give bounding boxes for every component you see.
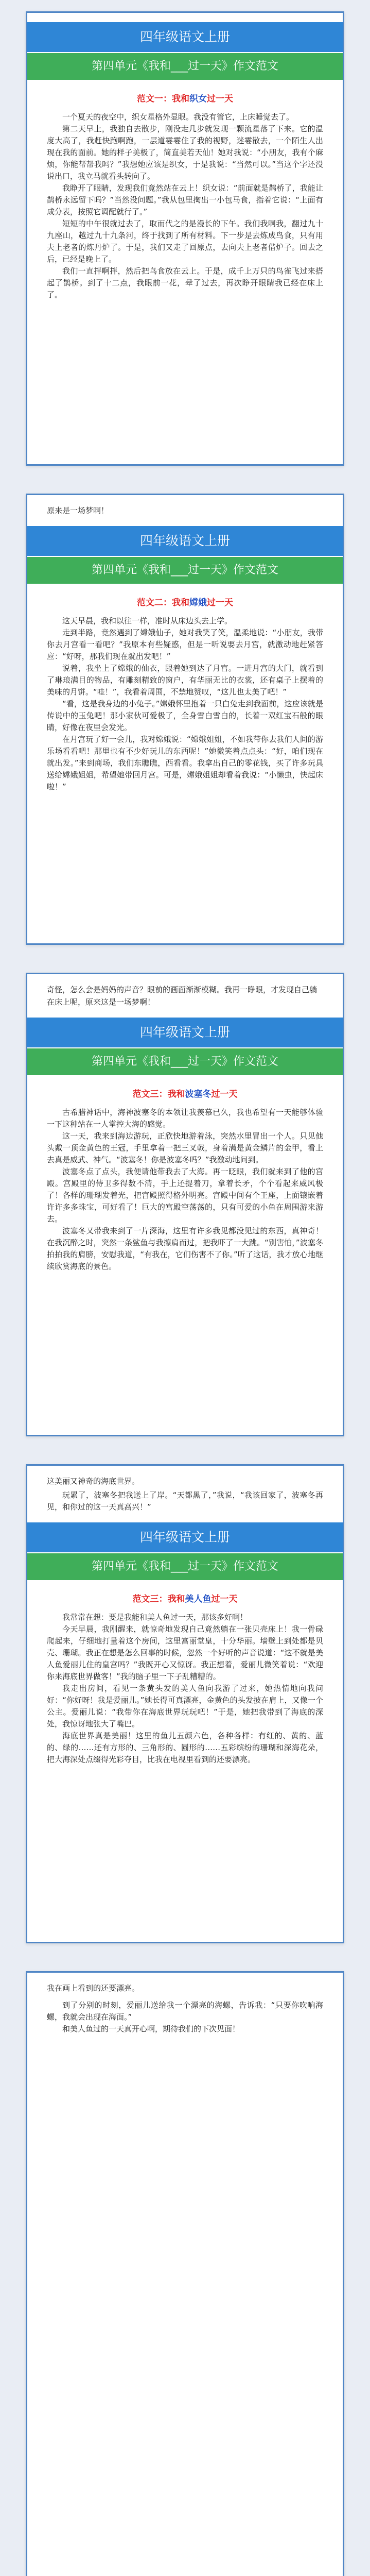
essay-paragraph: 说着，我坐上了嫦娥的仙衣，跟着她到达了月宫。一进月宫的大门，就看到了琳琅满目的物品，有雕刻精致的窗户，有华丽无比的衣裳，还有桌子上摆着的美味的月饼。“哇！”，我看着周围，不禁地赞叹，“这儿也太美了吧！” <box>47 664 323 697</box>
essay-paragraph: 波塞冬点了点头，我便请他带我去了大海。再一眨眼，我们就来到了他的宫殿。宫殿里的侍卫多得数不清，手上还提着刀，拿着长矛，个个看起来威风极了！各样的珊瑚发着光，把宫殿照得格外明亮。宫殿中间有个王座，上面镶嵌着许许多多珠宝，可好看了！巨大的宫殿空荡荡的，只有可爱的小鱼在周围游来游去。 <box>47 1167 323 1224</box>
unit-banner: 第四单元《我和___过一天》作文范文 <box>27 1047 343 1075</box>
unit-banner: 第四单元《我和___过一天》作文范文 <box>27 556 343 584</box>
essay-title <box>47 91 323 104</box>
essay-title-prefix: 范文三：我和 <box>132 1594 185 1604</box>
carryover-text: 原来是一场梦啊！ <box>47 506 109 515</box>
essay-paragraph: 古希腊神话中，海神波塞冬的本领让我羡慕已久，我也希望有一天能够体验一下这种站在一人掌控大海的感觉。 <box>47 1108 323 1129</box>
carryover-text: 我在画上看到的还要漂亮。 <box>47 1984 140 1993</box>
unit-banner: 第四单元《我和___过一天》作文范文 <box>27 1552 343 1580</box>
unit-banner: 第四单元《我和___过一天》作文范文 <box>27 52 343 80</box>
essay-paragraph: 我睁开了眼睛，发现我们竟然站在云上！织女说：“前面就是鹊桥了，我能让鹊桥永远留下吗？”当然没问题。”我从包里掏出一小包马食，指着它说：“上面有成分表，按照它调配就行了。” <box>47 183 323 216</box>
essay-title <box>47 1591 323 1604</box>
essay-paragraph: 和美人鱼过的一天真开心啊，期待我们的下次见面！ <box>62 2024 240 2033</box>
essay-paragraph: “看，这是我身边的小兔子。”嫦娥怀里抱着一只白兔走到我面前，这应该就是传说中的玉兔吧！那小家伙可爱极了，全身雪白雪白的，长着一双红宝石般的眼睛，好像在夜里会发光。 <box>47 699 323 732</box>
document-page-4 <box>26 1464 344 1943</box>
essay-title-prefix: 范文一：我和 <box>137 94 189 104</box>
essay-paragraph: 第二天早上，我独自去散步，刚没走几步就发现一颗流星落了下来。它的温度大高了，我赶快跑啊跑，一层道霎霎住了我的视野，迷霎散去，一个陌生人出现在我的面前。她的样子美极了，简直美若天仙！她对我说：“小朋友，我有个麻烦，你能帮帮我吗？”我想她应该是织女，于是我说：“当然可以。”当这个字还没说出口，我立马就看头转向了。 <box>47 124 323 181</box>
essay-paragraph: 海底世界真是美丽！这里的鱼儿五颜六色，各种各样：有红的、黄的、蓝的、绿的……还有方形的、三角形的、圆形的……五彩缤纷的珊瑚和深海花朵，把大海深处点缀得光彩夺目，比我在电视里看到的还要漂亮。 <box>47 1731 323 1764</box>
essay-paragraph: 这天早晨，我和以往一样，准时从床边头去上学。 <box>62 616 233 625</box>
document-page-1 <box>26 11 344 466</box>
carryover-paragraph: 玩累了，波塞冬把我送上了岸。“天都黑了，”我说，“我该回家了，波塞冬再见，和你过的这一天真高兴！” <box>47 1490 323 1512</box>
essay-paragraph: 一个夏天的夜空中，织女星格外显眼。我没有管它，上床睡觉去了。 <box>62 112 294 122</box>
essay-title-subject: 美人鱼 <box>185 1594 212 1604</box>
essay-paragraph: 这一天，我来到海边游玩，正欣快地游着泳，突然水里冒出一个人。只见他头戴一顶金黄色的王冠，手里拿着一把三叉戟，身着满是黄金鳞片的金甲，看上去真是威武、神气。“波塞冬！你是波塞冬吗？”我激动地问到。 <box>47 1131 323 1164</box>
essay-title-suffix: 过一天 <box>211 1594 238 1604</box>
carryover-text: 奇怪，怎么会是妈妈的声音？眼前的画面渐渐模糊。我再一睁眼，才发现自己躺在床上呢，原来这是一场梦啊！ <box>47 985 318 1007</box>
essay-paragraph: 波塞冬又带我来到了一片深海，这里有许多我见都没见过的东西，真神奇！在我沉醉之时，突然一条鲨鱼与我擦肩而过，把我吓了一大跳。“别害怕，”波塞冬拍拍我的肩膀，安慰我道，“有我在，它们伤害不了你。”听了这话，我才放心地继续欣赏海底的景色。 <box>47 1226 323 1271</box>
essay-title-subject: 嫦娥 <box>189 598 207 608</box>
document-page-3 <box>26 973 344 1436</box>
essay-paragraph: 走到半路，竟然遇到了嫦娥仙子，她对我笑了笑，温柔地说：“小朋友，我带你去月宫看一看吧？”我原本有些疑惑，但是一听说要去月宫，就激动地赶紧答应：“好呀，那我们现在就出发吧！” <box>47 628 323 661</box>
essay-paragraph: 我们一直拌啊拌，然后把鸟食放在云上。于是，成千上万只的鸟雀飞过来搭起了鹊桥。到了十二点，我眼前一花，晕了过去，再次睁开眼睛我已经在床上了。 <box>47 266 323 299</box>
essay-paragraph: 短短的中午很就过去了，取而代之的是漫长的下午。我们我啊我，翻过九十九座山，越过九十九条河，终于找到了所有材料。下一步是去炼成鸟食，只有用夫上老者的炼丹炉了。于是，我们又走了回原点，去向夫上老者借炉子。回去之后，已经是晚上了。 <box>47 219 323 264</box>
essay-title <box>47 1087 323 1099</box>
essay-title-suffix: 过一天 <box>207 94 233 104</box>
essay-paragraph: 在月宫玩了好一会儿，我对嫦娥说：“嫦娥姐姐，不如我带你去我们人间的游乐场看看吧！那里也有不少好玩儿的东西呢！”她微笑着点点头：“好，咱们现在就出发。”来到商场，我们东瞧瞧，西看看。我拿出自己的零花钱，买了许多玩具送给嫦娥姐姐，希望她带回月宫。可是，嫦娥姐姐却看着我说：“小懒虫，快起床啦！” <box>47 735 323 791</box>
essay-title-suffix: 过一天 <box>211 1089 238 1099</box>
grade-banner: 四年级语文上册 <box>27 1018 343 1047</box>
document-page-5 <box>26 1971 344 2576</box>
essay-paragraph: 我走出房间，看见一条黄头发的美人鱼向我游了过来，她热情地向我问好：“你好呀！我是爱丽儿。”她长得可真漂亮，金黄色的头发披在肩上，又像一个公主。爱丽儿说：“我带你在海底世界玩玩吧！”于是，她把我带到了海底的深处，我惊讶地张大了嘴巴。 <box>47 1684 323 1728</box>
grade-banner: 四年级语文上册 <box>27 22 343 52</box>
essay-title-suffix: 过一天 <box>207 598 233 608</box>
grade-banner: 四年级语文上册 <box>27 526 343 556</box>
essay-paragraph: 今天早晨，我刚醒来，就惊奇地发现自己竟然躺在一张贝壳床上！我一骨碌爬起来，仔细地打量着这个房间，这里富丽堂皇，十分华丽。墙壁上到处都是贝壳、珊瑚。我正在想是怎么回事的时候，忽然一个好听的声音说道：“这不就是美人鱼爱丽儿住的皇宫吗？”我既开心又惊讶。我正想着，爱丽儿微笑着说：“欢迎你来海底世界做客！”我的脑子里一下子乱糟糟的。 <box>47 1624 323 1681</box>
essay-paragraph: 到了分别的时刻，爱丽儿送给我一个漂亮的海螺，告诉我：“只要你吹响海螺，我就会出现在海面。” <box>47 2001 323 2022</box>
essay-title-prefix: 范文二：我和 <box>137 598 189 608</box>
essay-title <box>47 595 323 608</box>
essay-paragraph: 我常常在想：要是我能和美人鱼过一天，那该多好啊！ <box>62 1613 248 1622</box>
essay-title-subject: 波塞冬 <box>185 1089 212 1099</box>
document-page-2 <box>26 494 344 945</box>
grade-banner: 四年级语文上册 <box>27 1522 343 1552</box>
carryover-text: 这美丽又神奇的海底世界。 <box>47 1477 140 1486</box>
essay-title-subject: 织女 <box>189 94 207 104</box>
essay-title-prefix: 范文三：我和 <box>132 1089 185 1099</box>
